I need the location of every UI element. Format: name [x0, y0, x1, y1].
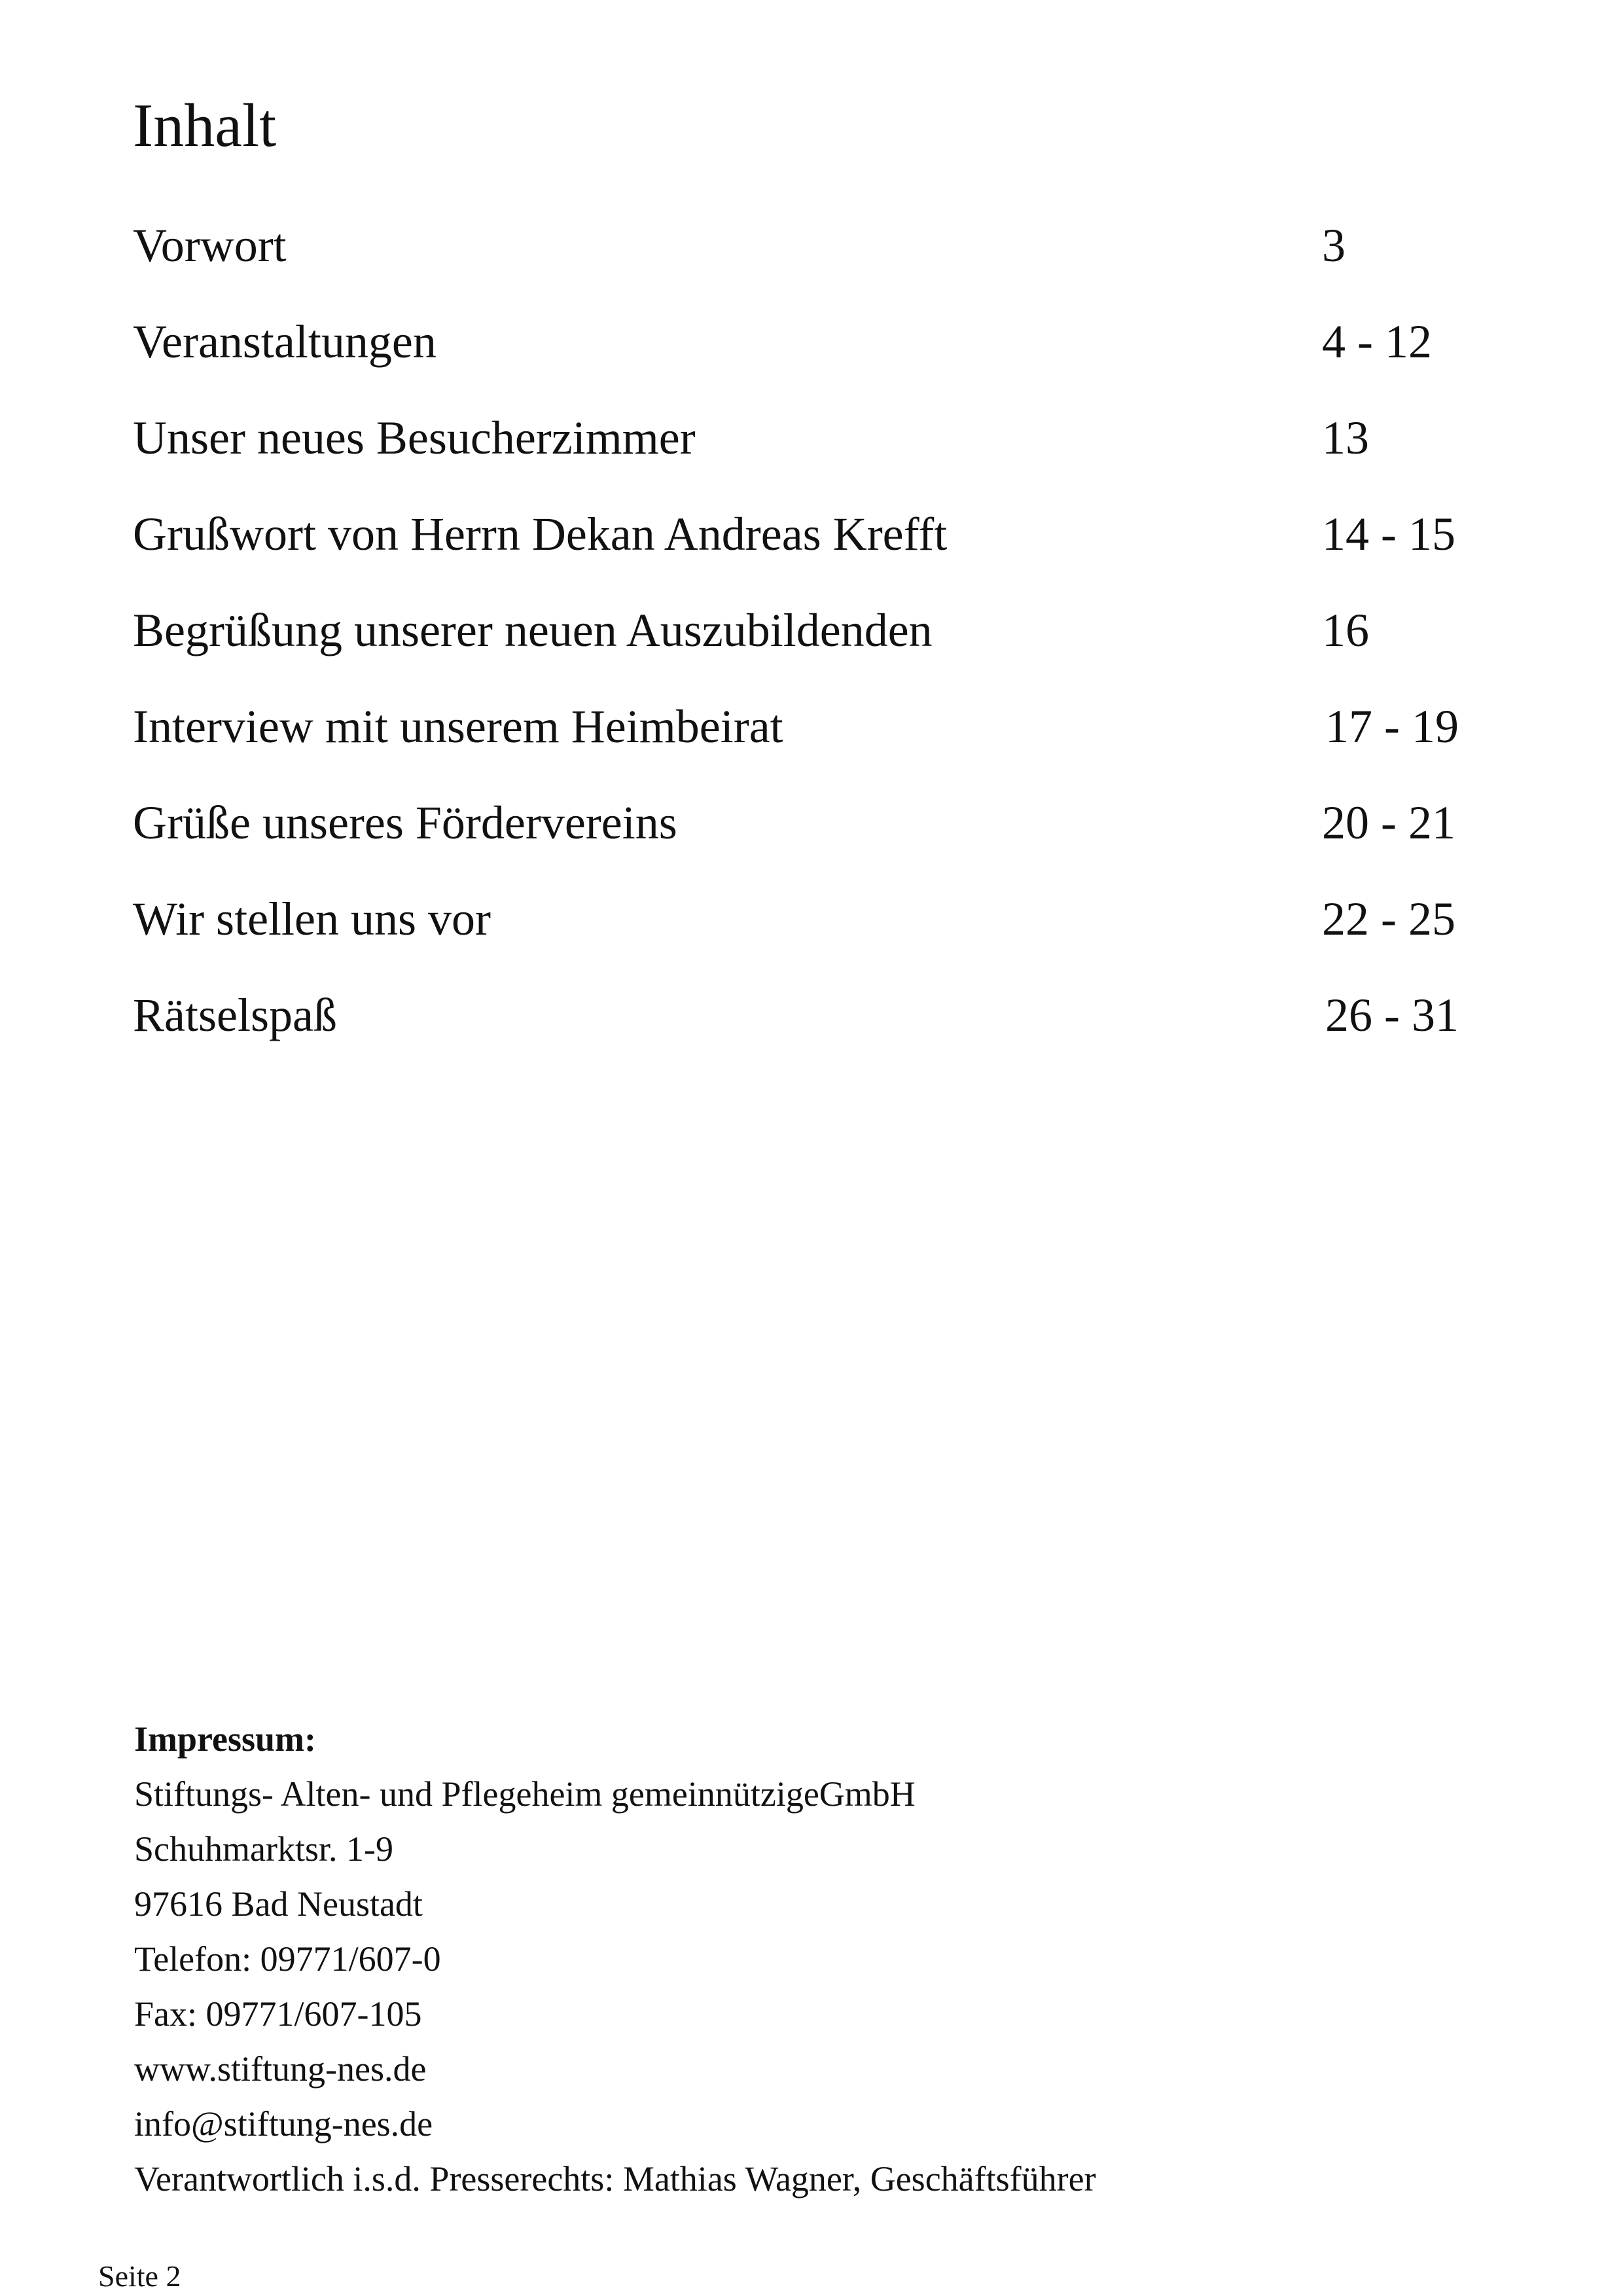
toc-entry [133, 604, 1507, 700]
toc-entry [133, 412, 1507, 508]
toc-entry-title: Wir stellen uns vor [133, 893, 491, 945]
toc-entry [133, 797, 1507, 893]
website: www.stiftung-nes.de [134, 2049, 427, 2089]
telephone: Telefon: 09771/607-0 [134, 1939, 441, 1979]
toc-entry-pages: 17 - 19 [1325, 700, 1459, 753]
toc-entry-title: Unser neues Besucherzimmer [133, 412, 696, 464]
toc-entry-pages: 16 [1322, 604, 1369, 656]
toc-entry-pages: 26 - 31 [1325, 989, 1459, 1041]
postal-city: 97616 Bad Neustadt [134, 1884, 423, 1924]
responsible-person: Verantwortlich i.s.d. Presserechts: Mathias Wagner, Geschäftsführer [134, 2159, 1096, 2198]
toc-entry-pages: 22 - 25 [1322, 893, 1455, 945]
toc-entry-title: Rätselspaß [133, 989, 337, 1041]
table-of-contents [133, 219, 1507, 1085]
toc-entry [133, 700, 1507, 797]
fax: Fax: 09771/607-105 [134, 1994, 422, 2034]
toc-entry [133, 508, 1507, 604]
toc-entry-title: Begrüßung unserer neuen Auszubildenden [133, 604, 933, 656]
toc-entry-pages: 13 [1322, 412, 1369, 464]
impressum-heading: Impressum: [134, 1719, 317, 1759]
toc-entry [133, 893, 1507, 989]
toc-entry-title: Grußwort von Herrn Dekan Andreas Krefft [133, 508, 948, 560]
toc-entry-title: Vorwort [133, 219, 287, 272]
email: info@stiftung-nes.de [134, 2104, 433, 2144]
page-number: Seite 2 [98, 2259, 181, 2293]
impressum [134, 1712, 1096, 2206]
toc-entry-title: Veranstaltungen [133, 315, 437, 368]
page-title: Inhalt [133, 92, 277, 160]
toc-entry-pages: 3 [1322, 219, 1346, 272]
toc-entry-pages: 4 - 12 [1322, 315, 1432, 368]
toc-entry [133, 315, 1507, 412]
toc-entry [133, 219, 1507, 315]
toc-entry-pages: 14 - 15 [1322, 508, 1455, 560]
toc-entry-pages: 20 - 21 [1322, 797, 1455, 849]
toc-entry-title: Grüße unseres Fördervereins [133, 797, 677, 849]
toc-entry [133, 989, 1507, 1085]
publisher-name: Stiftungs- Alten- und Pflegeheim gemeinnützigeGmbH [134, 1774, 916, 1814]
toc-entry-title: Interview mit unserem Heimbeirat [133, 700, 783, 753]
street-address: Schuhmarktsr. 1-9 [134, 1829, 393, 1869]
